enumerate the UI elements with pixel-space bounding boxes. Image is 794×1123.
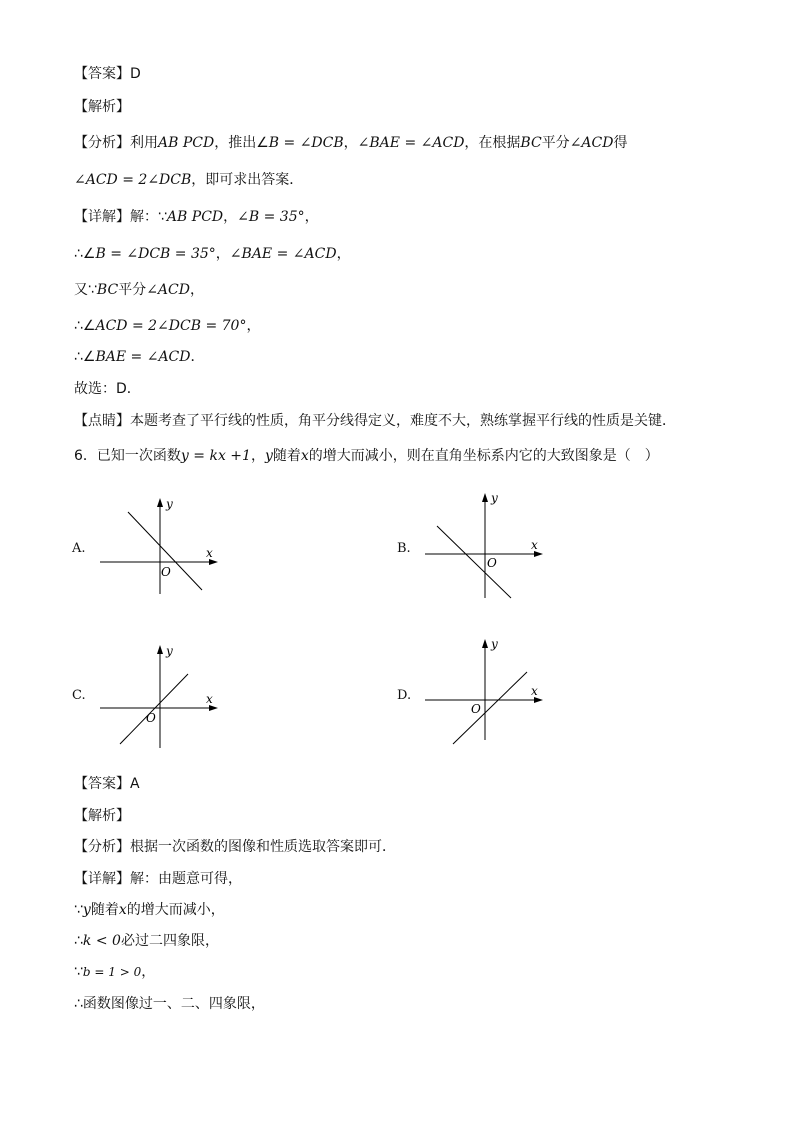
fenxi-text: 【分析】根据一次函数的图像和性质选取答案即可． — [74, 839, 396, 855]
option-d-label: D. — [397, 688, 412, 703]
sol-text: ， — [141, 964, 156, 980]
proof-text: 平分 — [118, 282, 147, 298]
math-angle: ∠ACD = 2∠DCB — [74, 172, 192, 188]
math-var: x — [300, 448, 309, 464]
fenxi-text: 得 — [613, 135, 628, 151]
math-angle: B = ∠DCB = 35° — [95, 246, 216, 262]
math-angle: ∠ACD — [569, 135, 614, 151]
sol-line-2 — [74, 931, 219, 951]
proof-text: 又∵ — [74, 282, 97, 298]
analysis-heading-q6 — [74, 806, 130, 826]
y-label: y — [491, 637, 498, 651]
sol-text: ∴函数图像过一、二、四象限， — [74, 996, 265, 1012]
proof-text: ， — [336, 246, 351, 262]
answer-line-q6 — [74, 774, 140, 794]
option-a-label: A. — [72, 541, 86, 556]
sol-text: ∵ — [74, 902, 83, 918]
math-angle: ∠BAE = ∠ACD — [357, 135, 465, 151]
math-inequality: b = 1 > 0 — [82, 965, 142, 979]
answer-line-prev — [74, 64, 141, 84]
origin-label: O — [471, 702, 481, 716]
math-angle: BAE = ∠ACD — [95, 349, 191, 365]
fenxi-text: 平分 — [541, 135, 570, 151]
fenxi-text: ，推出∠ — [214, 135, 269, 151]
y-label: y — [166, 497, 173, 511]
math-var: y — [82, 902, 91, 918]
x-label: x — [206, 546, 213, 560]
proof-line-1 — [74, 244, 351, 264]
y-arrow-icon — [482, 639, 488, 648]
dianjing-line-prev — [74, 411, 676, 431]
question-text: 的增大而减小，则在直角坐标系内它的大致图象是（ ） — [308, 448, 659, 464]
math-angle: ∠ACD — [146, 282, 190, 298]
option-d-graph — [415, 634, 555, 749]
y-label: y — [166, 644, 173, 658]
dianjing-text: 【点睛】本题考查了平行线的性质，角平分线得定义，难度不大，熟练掌握平行线的性质是关键． — [74, 413, 676, 429]
question-text: ， — [250, 448, 265, 464]
math-angle: B = ∠DCB — [268, 135, 344, 151]
math-angle: ∠BAE = ∠ACD — [229, 246, 337, 262]
xiangjie-text: ， — [223, 209, 238, 225]
sol-text: 随着 — [90, 902, 119, 918]
math-angle: ∠B = 35° — [237, 209, 305, 225]
math-segment: BC — [520, 135, 542, 151]
sol-text: 的增大而减小， — [126, 902, 225, 918]
math-inequality: k < 0 — [82, 933, 121, 949]
answer-text: 【答案】A — [74, 776, 140, 792]
x-label: x — [531, 684, 538, 698]
fenxi-line2-prev — [74, 170, 303, 190]
math-function: y = kx +1 — [180, 448, 251, 464]
origin-label: O — [487, 556, 497, 570]
y-arrow-icon — [157, 645, 163, 654]
option-c-graph — [90, 638, 230, 753]
analysis-text: 【解析】 — [74, 99, 130, 115]
proof-text: ， — [215, 246, 230, 262]
proof-text: ， — [189, 282, 204, 298]
proof-text: ． — [190, 349, 205, 365]
proof-line-3 — [74, 316, 260, 336]
math-var: x — [118, 902, 127, 918]
y-arrow-icon — [482, 493, 488, 502]
x-label: x — [531, 538, 538, 552]
option-a-graph — [90, 490, 230, 600]
math-parallel: AB PCD — [166, 209, 224, 225]
analysis-heading-prev — [74, 97, 130, 117]
math-parallel: AB PCD — [158, 135, 215, 151]
option-c-label: C. — [72, 688, 86, 703]
sol-text: ∵ — [74, 964, 83, 980]
xiangjie-line-q6 — [74, 869, 242, 889]
proof-text: ， — [246, 318, 261, 334]
proof-text: ∴∠ — [74, 349, 96, 365]
xiangjie-line-prev — [74, 207, 319, 227]
option-b-label: B. — [397, 541, 411, 556]
sol-line-4 — [74, 994, 265, 1014]
question-6 — [74, 446, 659, 466]
sol-text: 必过二四象限， — [120, 933, 219, 949]
fenxi-text: 【分析】利用 — [74, 135, 158, 151]
function-line — [453, 672, 527, 744]
fenxi-line-q6 — [74, 837, 396, 857]
x-label: x — [206, 692, 213, 706]
xiangjie-text: ， — [304, 209, 319, 225]
xiangjie-text: 【详解】解：由题意可得， — [74, 871, 242, 887]
fenxi-text: ，即可求出答案． — [191, 172, 304, 188]
choose-text: 故选：D． — [74, 381, 141, 397]
xiangjie-text: 【详解】解：∵ — [74, 209, 167, 225]
fenxi-text: ， — [343, 135, 358, 151]
proof-text: ∴∠ — [74, 246, 96, 262]
answer-text: 【答案】D — [74, 66, 141, 82]
choose-line-prev — [74, 379, 141, 399]
sol-line-3 — [74, 962, 155, 982]
function-line — [437, 526, 511, 598]
proof-text: ∴∠ — [74, 318, 96, 334]
analysis-text: 【解析】 — [74, 808, 130, 824]
fenxi-line-prev — [74, 133, 627, 153]
sol-text: ∴ — [74, 933, 83, 949]
math-segment: BC — [96, 282, 119, 298]
function-line — [120, 674, 188, 744]
question-text: 6．已知一次函数 — [74, 448, 181, 464]
origin-label: O — [146, 711, 156, 725]
question-text: 随着 — [272, 448, 301, 464]
proof-line-2 — [74, 280, 204, 300]
math-angle: ACD = 2∠DCB = 70° — [95, 318, 247, 334]
math-var: y — [264, 448, 273, 464]
y-label: y — [491, 491, 498, 505]
y-arrow-icon — [157, 498, 163, 507]
proof-line-4 — [74, 347, 205, 367]
sol-line-1 — [74, 900, 225, 920]
fenxi-text: ，在根据 — [464, 135, 521, 151]
origin-label: O — [161, 565, 171, 579]
option-b-graph — [415, 488, 555, 603]
